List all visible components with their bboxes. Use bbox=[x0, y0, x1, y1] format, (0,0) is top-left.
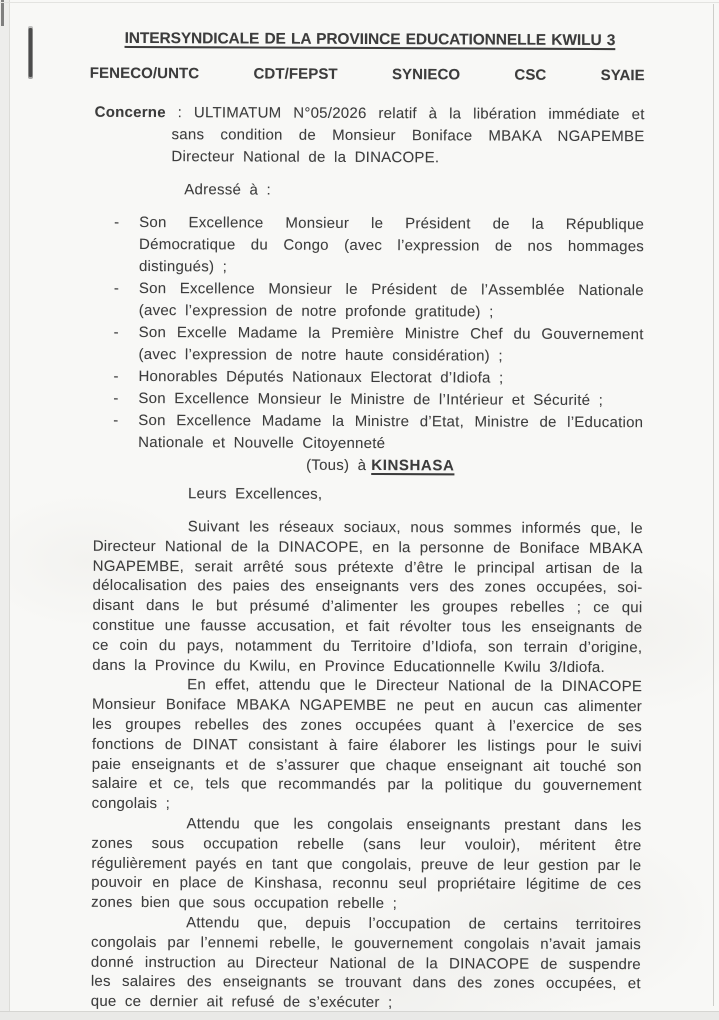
tous-prefix: (Tous) à bbox=[306, 456, 367, 474]
union-names-row bbox=[90, 65, 645, 85]
tous-kinshasa-line bbox=[306, 455, 643, 478]
list-dash: - bbox=[113, 389, 119, 407]
list-dash: - bbox=[113, 411, 119, 429]
scan-corner-mark bbox=[1, 0, 4, 26]
scan-right-edge-line bbox=[713, 4, 714, 1006]
union-name-feneco: FENECO/UNTC bbox=[89, 64, 200, 83]
salutation: Leurs Excellences, bbox=[187, 485, 323, 503]
list-dash: - bbox=[113, 367, 119, 385]
recipient-item bbox=[93, 388, 643, 412]
scan-top-edge-line bbox=[0, 2, 719, 3]
subject-line bbox=[94, 102, 644, 170]
body-paragraph-3: Attendu que les congolais enseignants prestant dans les zones sous occupation rebelle (sans leur vouloir), méritent être régulièrement payés en tant que congolais, preuve de leur gestion par le pouvoir en place de Kinshasa, reconnu seul propriétaire légitime de ces zones bien que sous occupation rebelle ; bbox=[91, 815, 642, 913]
union-name-csc: CSC bbox=[514, 66, 547, 84]
recipient-list bbox=[93, 212, 644, 456]
list-dash: - bbox=[113, 323, 119, 341]
body-paragraph-1: Suivant les réseaux sociaux, nous sommes informés que, le Directeur National de la DINACOPE, en la personne de Boniface MBAKA NGAPEMBE, serait arrêté sous prétexte d’être le principal artisan de la délocalisation des paies des enseignants vers des zones occupées, soi-disant dans le but présumé d’alimenter les groupes rebelles ; ce qui constitue une fausse accusation, et fait révolter tous les enseignants de ce coin du pays, notamment du Territoire d’Idiofa, son terrain d’origine, dans la Province du Kwilu, en Province Educationnelle Kwilu 3/Idiofa. bbox=[92, 518, 643, 676]
body-paragraph-4: Attendu que, depuis l’occupation de certains territoires congolais par l’ennemi rebelle, le gouvernement congolais n’avait jamais donné instruction au Directeur National de la DINACOPE de suspendre les salaires des enseignants se trouvant dans des zones occupées, et que ce dernier ait refusé de s’exécuter ; bbox=[90, 914, 642, 1012]
union-name-synieco: SYNIECO bbox=[391, 66, 461, 84]
body-paragraph-2: En effet, attendu que le Directeur National de la DINACOPE Monsieur Boniface MBAKA NGAPEMBE ne peut en aucun cas alimenter les groupes rebelles des zones occupées quant à l’exercice de ses fonctions de DINAT consistant à faire élaborer les listings pour le suivi paie enseignants et de s’assurer que chaque enseignant ait touché son salaire et ce, tels que recommandés par la politique du gouvernement congolais ; bbox=[91, 676, 643, 813]
recipient-text: Son Excellence Monsieur le Ministre de l’Intérieur et Sécurité ; bbox=[138, 389, 604, 410]
recipient-item bbox=[94, 212, 644, 280]
pen-mark-artifact bbox=[29, 28, 32, 77]
subject-text: : ULTIMATUM N°05/2026 relatif à la libération immédiate et sans condition de Monsieur Boniface MBAKA NGAPEMBE Directeur National de la DINACOPE. bbox=[165, 104, 645, 167]
letter-content bbox=[91, 29, 645, 1014]
recipient-item bbox=[94, 278, 644, 324]
scan-left-edge bbox=[0, 0, 10, 1020]
document-title: INTERSYNDICALE DE LA PROVIINCE EDUCATIONNELLE KWILU 3 bbox=[124, 29, 616, 50]
list-dash: - bbox=[114, 213, 120, 231]
recipient-item bbox=[94, 322, 644, 368]
subject-label: Concerne bbox=[94, 103, 166, 122]
recipient-text: Son Excellence Monsieur le Président de la République Démocratique du Congo (avec l’expression de nos hommages distingués) ; bbox=[138, 213, 645, 276]
recipient-text: Son Excelle Madame la Première Ministre Chef du Gouvernement (avec l’expression de notre haute considération) ; bbox=[138, 323, 644, 365]
recipient-text: Honorables Députés Nationaux Electorat d’Idiofa ; bbox=[138, 367, 504, 387]
recipient-item bbox=[93, 366, 643, 390]
recipient-text: Son Excellence Madame la Ministre d’Etat, Ministre de l’Education Nationale et Nouvelle Citoyenneté bbox=[138, 411, 644, 453]
list-dash: - bbox=[113, 279, 120, 297]
union-name-syaie: SYAIE bbox=[600, 67, 645, 85]
city-name: KINSHASA bbox=[371, 457, 455, 475]
union-name-cdt: CDT/FEPST bbox=[253, 65, 338, 83]
recipient-item bbox=[93, 410, 643, 456]
addressed-to-label: Adressé à : bbox=[184, 181, 271, 199]
recipient-text: Son Excellence Monsieur le Président de l’Assemblée Nationale (avec l’expression de notre profonde gratitude) ; bbox=[138, 279, 644, 321]
